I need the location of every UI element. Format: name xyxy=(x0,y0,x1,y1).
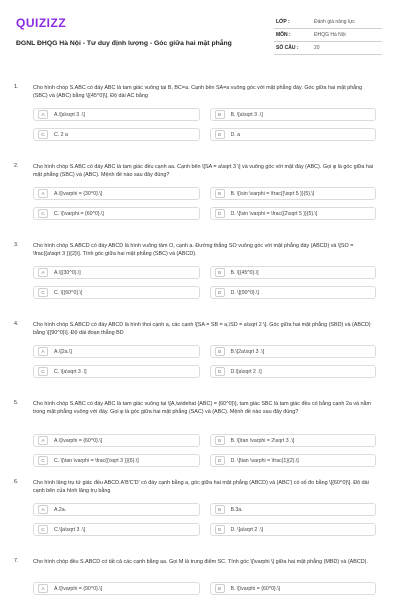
info-row-subject xyxy=(274,29,382,42)
option-letter: B xyxy=(215,584,225,593)
option-text: D. \[\sin \varphi = \frac{{2\sqrt 5 }}{5}.\] xyxy=(230,210,318,217)
question-1 xyxy=(14,84,386,163)
option-row xyxy=(33,345,376,358)
option-letter: C xyxy=(38,367,48,376)
option-b[interactable] xyxy=(210,582,377,595)
option-row xyxy=(33,108,376,121)
option-d[interactable] xyxy=(210,128,377,141)
question-text: Cho hình chóp S.ABC có đáy ABC là tam giác vuông tại \[A,\widehat {ABC} = {60^0}\], tam giác SBC là tam giác đều có bằng cạnh 2a và nằm trong mặt phẳng vuông với đáy. Gọi φ là góc giữa hai mặt phẳng (SAC) và (ABC). Mệnh đề nào sau đây đúng? xyxy=(33,401,371,416)
option-a[interactable] xyxy=(33,503,200,516)
option-row xyxy=(33,365,376,378)
question-number: 1. xyxy=(14,84,19,90)
option-a[interactable] xyxy=(33,108,200,121)
option-text: B. \[{45^0}.\] xyxy=(230,269,259,276)
option-letter: A xyxy=(38,189,48,198)
option-row xyxy=(33,434,376,447)
option-letter: D xyxy=(215,209,225,218)
option-letter: D xyxy=(215,288,225,297)
option-a[interactable] xyxy=(33,345,200,358)
question-text: Cho hình chóp S.ABC có đáy ABC là tam giác vuông tại B, BC=a. Cạnh bên SA=a vuông góc với mặt phẳng đáy. Góc giữa hai mặt phẳng (SBC) và (ABC) bằng \[{45^0}\]. Độ dài AC bằng xyxy=(33,85,363,100)
option-text: D. \[{90^0}.\] xyxy=(230,289,259,296)
option-letter: C xyxy=(38,130,48,139)
option-d[interactable] xyxy=(210,286,377,299)
info-key: LỚP : xyxy=(274,16,312,29)
question-number: 5. xyxy=(14,400,19,406)
option-c[interactable] xyxy=(33,454,200,467)
option-b[interactable] xyxy=(210,266,377,279)
quizizz-logo[interactable]: QUIZIZZ xyxy=(16,16,67,30)
option-text: C. \[{60^0}.\] xyxy=(54,289,83,296)
option-letter: D xyxy=(215,525,225,534)
option-letter: B xyxy=(215,110,225,119)
option-letter: C xyxy=(38,209,48,218)
option-b[interactable] xyxy=(210,108,377,121)
option-letter: B xyxy=(215,189,225,198)
question-number: 3. xyxy=(14,242,19,248)
option-text: C. \[a\sqrt 3 .\] xyxy=(54,368,87,375)
option-letter: A xyxy=(38,110,48,119)
option-d[interactable] xyxy=(210,207,377,220)
option-letter: B xyxy=(215,505,225,514)
option-row xyxy=(33,286,376,299)
option-text: B.3a. xyxy=(230,506,243,513)
option-letter: B xyxy=(215,436,225,445)
option-letter: A xyxy=(38,347,48,356)
question-text: Cho hình chóp S.ABC có đáy ABC là tam giác đều cạnh aa. Cạnh bên \[SA = a\sqrt 3 \] và vuông góc với mặt đáy (ABC). Gọi φ là góc giữa hai mặt phẳng (SBC) và (ABC). Mệnh đề nào sau đây đúng? xyxy=(33,164,374,179)
option-text: D. \[a\sqrt 2 .\] xyxy=(230,526,264,533)
question-4 xyxy=(14,321,386,400)
option-text: A.\[2a.\] xyxy=(54,348,72,355)
option-text: B.\[2a\sqrt 3 .\] xyxy=(230,348,265,355)
question-text: Cho hình chóp S.ABCD có đáy ABCD là hình vuông tâm O, cạnh a. Đường thẳng SO vuông góc với mặt phẳng đáy (ABCD) và \[SO = \frac{{a\sqrt 3 }}{2}\]. Tính góc giữa hai mặt phẳng (SBC) và (ABCD). xyxy=(33,243,354,258)
option-b[interactable] xyxy=(210,187,377,200)
option-text: A.\[\varphi = {30^0}.\] xyxy=(54,190,103,197)
worksheet-info-table xyxy=(274,16,382,55)
option-letter: D xyxy=(215,130,225,139)
info-row-class xyxy=(274,16,382,29)
option-b[interactable] xyxy=(210,345,377,358)
option-text: A.\[\varphi = {90^0}.\] xyxy=(54,585,103,592)
question-3 xyxy=(14,242,386,321)
option-row xyxy=(33,207,376,220)
option-row xyxy=(33,128,376,141)
option-text: B. \[\varphi = {60^0}.\] xyxy=(230,585,281,592)
option-letter: D xyxy=(215,367,225,376)
option-row xyxy=(33,266,376,279)
option-text: B. \[\tan \varphi = 2\sqrt 3 .\] xyxy=(230,437,295,444)
question-number: 2. xyxy=(14,163,19,169)
question-text: Cho hình chóp đều S.ABCD có tất cả các cạnh bằng aa. Gọi M là trung điểm SC. Tính góc \[\varphi \] giữa hai mặt phẳng (MBD) và (ABCD). xyxy=(33,559,368,565)
question-text: Cho hình lăng trụ tứ giác đều ABCD.A'B'C'D' có đáy cạnh bằng a, góc giữa hai mặt phẳng (ABCD) và (ABC') có số đo bằng \[{60^0}\]. Độ dài cạnh bên của hình lăng trụ bằng xyxy=(33,480,369,495)
option-a[interactable] xyxy=(33,582,200,595)
option-c[interactable] xyxy=(33,365,200,378)
option-text: B. \[\sin \varphi = \frac{{\sqrt 5 }}{5}.\] xyxy=(230,190,315,197)
question-6 xyxy=(14,479,386,558)
option-letter: A xyxy=(38,268,48,277)
option-b[interactable] xyxy=(210,434,377,447)
option-text: C. \[\varphi = {60^0}.\] xyxy=(54,210,104,217)
worksheet-title: ĐGNL ĐHQG Hà Nội - Tư duy định lượng - Góc giữa hai mặt phẳng xyxy=(16,40,232,47)
option-letter: C xyxy=(38,456,48,465)
info-key: MÔN : xyxy=(274,29,312,42)
option-text: C.\[a\sqrt 3 .\] xyxy=(54,526,86,533)
option-letter: B xyxy=(215,268,225,277)
option-text: A.\[\varphi = {60^0}.\] xyxy=(54,437,103,444)
option-row xyxy=(33,503,376,516)
question-list xyxy=(14,84,386,598)
option-letter: B xyxy=(215,347,225,356)
question-5 xyxy=(14,400,386,479)
option-row xyxy=(33,187,376,200)
option-letter: A xyxy=(38,584,48,593)
option-d[interactable] xyxy=(210,454,377,467)
option-row xyxy=(33,454,376,467)
option-c[interactable] xyxy=(33,207,200,220)
option-row xyxy=(33,582,376,595)
option-c[interactable] xyxy=(33,523,200,536)
option-text: D.\[a\sqrt 2 .\] xyxy=(230,368,262,375)
option-text: C. 2 a xyxy=(54,131,68,138)
info-key: SỐ CÂU : xyxy=(274,42,312,55)
question-number: 4. xyxy=(14,321,19,327)
option-text: B. \[a\sqrt 3 .\] xyxy=(230,111,263,118)
question-number: 6. xyxy=(14,479,19,485)
option-text: D. \[\tan \varphi = \frac{1}{2}.\] xyxy=(230,457,299,464)
option-a[interactable] xyxy=(33,187,200,200)
option-row xyxy=(33,523,376,536)
worksheet-header xyxy=(14,14,386,74)
info-row-count xyxy=(274,42,382,55)
option-a[interactable] xyxy=(33,266,200,279)
question-2 xyxy=(14,163,386,242)
info-value: ĐHQG Hà Nội xyxy=(312,29,382,42)
question-text: Cho hình chóp S.ABCD có đáy ABCD là hình thoi cạnh a, các cạnh \[SA = SB = a,\SD = a\sqrt 2 \]. Góc giữa hai mặt phẳng (SBD) và (ABCD) bằng \[{90^0}\]. Độ dài đoạn thẳng BD xyxy=(33,322,371,337)
question-number: 7. xyxy=(14,558,19,564)
option-text: A.\[a\sqrt 3 .\] xyxy=(54,111,85,118)
option-d[interactable] xyxy=(210,523,377,536)
option-c[interactable] xyxy=(33,128,200,141)
question-7 xyxy=(14,558,386,598)
option-letter: D xyxy=(215,456,225,465)
option-text: A.2a. xyxy=(54,506,67,513)
option-a[interactable] xyxy=(33,434,200,447)
option-letter: C xyxy=(38,288,48,297)
option-c[interactable] xyxy=(33,286,200,299)
option-text: C. \[\tan \varphi = \frac{{\sqrt 3 }}{6}.\] xyxy=(54,457,139,464)
info-value: Đánh giá năng lực xyxy=(312,16,382,29)
option-text: D. a xyxy=(230,131,241,138)
option-letter: A xyxy=(38,505,48,514)
option-letter: A xyxy=(38,436,48,445)
option-b[interactable] xyxy=(210,503,377,516)
option-letter: C xyxy=(38,525,48,534)
option-text: A.\[{30^0}.\] xyxy=(54,269,81,276)
info-value: 20 xyxy=(312,42,382,55)
option-d[interactable] xyxy=(210,365,377,378)
